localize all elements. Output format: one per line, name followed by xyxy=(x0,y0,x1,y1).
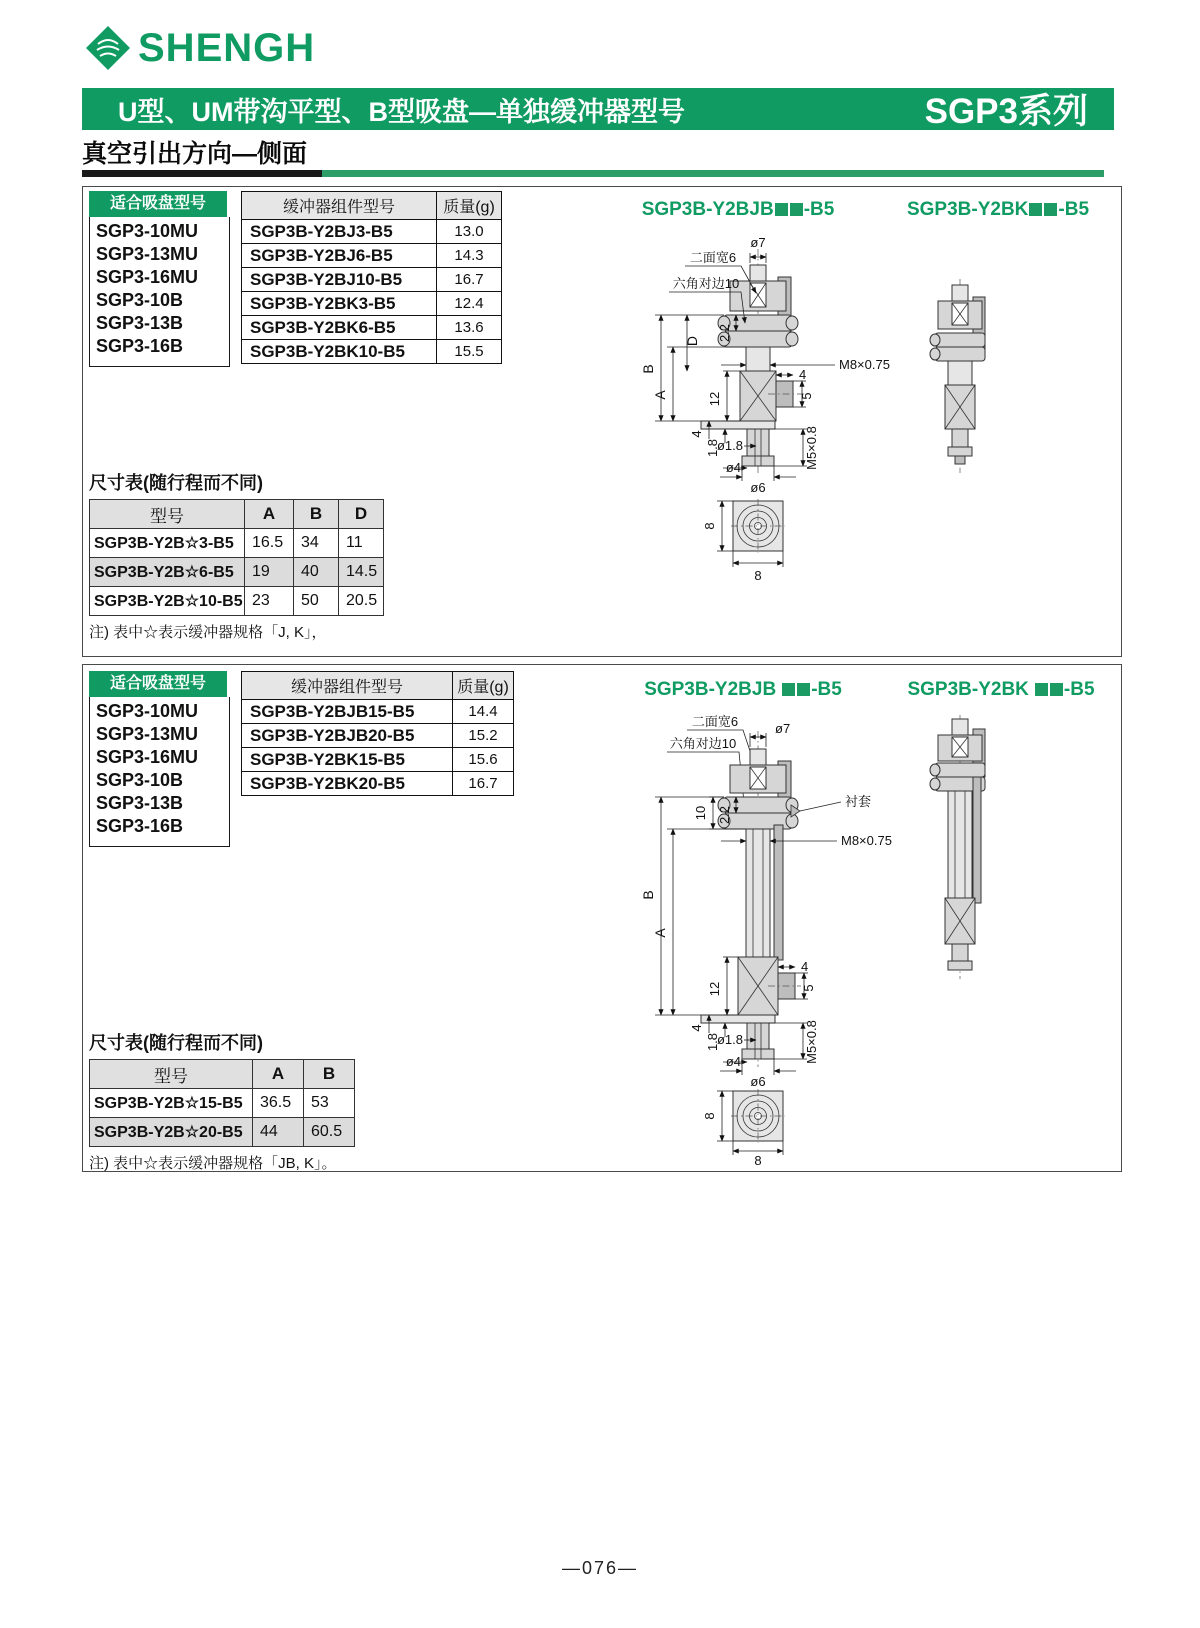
column-header-model: 型号 xyxy=(90,500,245,529)
dim-label-18: 1.8 xyxy=(705,438,720,458)
figure-label-right-1 xyxy=(883,199,1113,221)
dim-label-v4: 4 xyxy=(689,1024,704,1032)
suitable-models-list xyxy=(89,697,230,847)
dimension-4-stub xyxy=(778,959,808,974)
column-header-model: 缓冲器组件型号 xyxy=(242,672,453,700)
figure-model-prefix: SGP3B-Y2BJB xyxy=(641,199,774,220)
dim-label-A: A xyxy=(652,390,668,400)
table-row xyxy=(90,558,384,587)
table-note: 注) 表中☆表示缓冲器规格「JB, K」。 xyxy=(89,1155,337,1172)
model-cell: SGP3B-Y2BJ3-B5 xyxy=(242,220,437,244)
table-note: 注) 表中☆表示缓冲器规格「J, K」， xyxy=(89,624,327,641)
suitable-models-header: 适合吸盘型号 xyxy=(89,191,227,217)
model-cell: SGP3B-Y2BJB20-B5 xyxy=(242,724,453,748)
table-row xyxy=(242,268,502,292)
series-title: SGP3系列 xyxy=(924,92,1088,131)
dim-label-D: D xyxy=(684,335,700,347)
dim-label-2-2: 2.2 xyxy=(717,323,732,343)
value-B: 34 xyxy=(294,529,339,558)
dimension-dia7 xyxy=(750,235,766,263)
subheader-rule-black xyxy=(82,170,322,177)
dim-label-8v: 8 xyxy=(702,522,717,530)
value-D: 14.5 xyxy=(339,558,384,587)
dimension-table-1 xyxy=(89,499,384,616)
table-row xyxy=(242,700,514,724)
figure-model-suffix: -B5 xyxy=(803,199,835,220)
suitable-models-panel-2 xyxy=(89,671,230,847)
dim-label-4: 4 xyxy=(801,959,809,974)
dim-label-4: 4 xyxy=(799,367,807,382)
figure-model-suffix: -B5 xyxy=(811,679,842,700)
mass-cell: 15.2 xyxy=(453,724,514,748)
model-item: SGP3-16B xyxy=(96,816,184,836)
table-row xyxy=(242,316,502,340)
model-item: SGP3-13B xyxy=(96,793,184,813)
figure-model-prefix: SGP3B-Y2BJB xyxy=(644,679,777,700)
dim-label-12: 12 xyxy=(707,981,722,997)
dimension-table-2 xyxy=(89,1059,355,1147)
table-row xyxy=(90,1118,355,1147)
dim-label-8v: 8 xyxy=(702,1112,717,1120)
dim-label-m5: M5×0.8 xyxy=(804,426,819,470)
dimension-BA xyxy=(640,797,746,1015)
figure-model-suffix: -B5 xyxy=(1063,679,1095,700)
value-B: 53 xyxy=(304,1089,355,1118)
brand-logo xyxy=(84,24,315,72)
dim-label-B: B xyxy=(640,890,656,900)
model-item: SGP3-16MU xyxy=(96,267,199,287)
model-item: SGP3-13MU xyxy=(96,724,199,744)
buffer-body-side-view xyxy=(701,265,809,466)
dim-label-5: 5 xyxy=(801,984,816,992)
dimension-4-stub xyxy=(776,367,806,382)
buffer-body-side-view xyxy=(701,749,801,1059)
dimension-dia7 xyxy=(750,721,790,747)
size-placeholder-square xyxy=(1044,203,1057,216)
k-type-figure-1 xyxy=(915,277,1005,477)
model-item: SGP3-13B xyxy=(96,313,184,333)
model-cell: SGP3B-Y2BK20-B5 xyxy=(242,772,453,796)
mass-cell: 14.4 xyxy=(453,700,514,724)
size-placeholder-square xyxy=(1050,683,1063,696)
value-A: 16.5 xyxy=(245,529,294,558)
column-header-B: B xyxy=(294,500,339,529)
table-row xyxy=(242,244,502,268)
mass-cell: 15.6 xyxy=(453,748,514,772)
table-row xyxy=(242,748,514,772)
column-header-model: 型号 xyxy=(90,1060,253,1089)
dim-label-face-width: 二面宽6 xyxy=(691,714,739,729)
table-row xyxy=(90,529,384,558)
page-title: U型、UM带沟平型、B型吸盘—单独缓冲器型号 xyxy=(118,96,685,127)
column-header-mass: 质量(g) xyxy=(453,672,514,700)
dim-label-dia4: ø4 xyxy=(725,460,741,475)
technical-drawing-2 xyxy=(603,705,943,1167)
model-item: SGP3-13MU xyxy=(96,244,199,264)
buffer-unit-table-1 xyxy=(241,191,502,364)
size-placeholder-square xyxy=(1035,683,1048,696)
model-item: SGP3-10B xyxy=(96,290,184,310)
dim-label-m5: M5×0.8 xyxy=(804,1020,819,1064)
column-header-B: B xyxy=(304,1060,355,1089)
dim-label-hex-flats: 六角对边10 xyxy=(672,276,740,291)
table-row xyxy=(90,587,384,616)
size-placeholder-square xyxy=(790,203,803,216)
dim-label-B: B xyxy=(640,364,656,374)
page-number: —076— xyxy=(561,1558,639,1578)
value-B: 50 xyxy=(294,587,339,616)
dimension-12 xyxy=(707,957,738,1015)
table-row xyxy=(90,1089,355,1118)
dim-label-18: 1.8 xyxy=(705,1032,720,1052)
suitable-models-header: 适合吸盘型号 xyxy=(89,671,227,697)
value-A: 44 xyxy=(253,1118,304,1147)
brand-name: SHENGH xyxy=(138,25,316,70)
section-1 xyxy=(82,186,1122,657)
mass-cell: 14.3 xyxy=(437,244,502,268)
model-cell: SGP3B-Y2B☆6-B5 xyxy=(90,558,245,587)
model-item: SGP3-10B xyxy=(96,770,184,790)
technical-drawing-1 xyxy=(603,229,943,609)
table-row xyxy=(242,292,502,316)
dimension-table-title: 尺寸表(随行程而不同) xyxy=(89,1033,263,1053)
dim-label-face-width: 二面宽6 xyxy=(689,250,737,265)
dimension-5 xyxy=(793,381,814,407)
model-item: SGP3-10MU xyxy=(96,221,199,241)
dim-label-dia6: ø6 xyxy=(750,1074,766,1089)
figure-model-prefix: SGP3B-Y2BK xyxy=(906,199,1029,220)
model-cell: SGP3B-Y2B☆10-B5 xyxy=(90,587,245,616)
column-header-mass: 质量(g) xyxy=(437,192,502,220)
dimension-12 xyxy=(707,371,740,421)
model-cell: SGP3B-Y2B☆15-B5 xyxy=(90,1089,253,1118)
mass-cell: 12.4 xyxy=(437,292,502,316)
k-body-side-view xyxy=(930,279,985,473)
dim-label-dia7: ø7 xyxy=(775,721,791,736)
bottom-view xyxy=(702,1089,785,1167)
model-item: SGP3-16MU xyxy=(96,747,199,767)
leader-bushing xyxy=(791,794,871,817)
suitable-models-list xyxy=(89,217,230,367)
model-cell: SGP3B-Y2BJ10-B5 xyxy=(242,268,437,292)
model-item: SGP3-16B xyxy=(96,336,184,356)
model-cell: SGP3B-Y2BK6-B5 xyxy=(242,316,437,340)
subheader-rule-green xyxy=(322,170,1104,177)
size-placeholder-square xyxy=(775,203,788,216)
model-item: SGP3-10MU xyxy=(96,701,199,721)
size-placeholder-square xyxy=(797,683,810,696)
value-A: 19 xyxy=(245,558,294,587)
dim-label-bushing: 衬套 xyxy=(845,794,872,809)
value-D: 20.5 xyxy=(339,587,384,616)
size-placeholder-square xyxy=(782,683,795,696)
value-B: 60.5 xyxy=(304,1118,355,1147)
model-cell: SGP3B-Y2BJB15-B5 xyxy=(242,700,453,724)
size-placeholder-square xyxy=(1029,203,1042,216)
mass-cell: 16.7 xyxy=(437,268,502,292)
table-row xyxy=(242,772,514,796)
dim-label-2-2: 2.2 xyxy=(717,805,732,825)
dim-label-dia18: ø1.8 xyxy=(716,438,743,453)
dimension-table-block-1 xyxy=(89,469,384,642)
table-row xyxy=(242,340,502,364)
model-cell: SGP3B-Y2BJ6-B5 xyxy=(242,244,437,268)
column-header-A: A xyxy=(245,500,294,529)
shengh-logo-icon xyxy=(84,24,132,72)
model-cell: SGP3B-Y2BK3-B5 xyxy=(242,292,437,316)
dim-label-8h: 8 xyxy=(754,568,762,583)
column-header-A: A xyxy=(253,1060,304,1089)
value-A: 36.5 xyxy=(253,1089,304,1118)
mass-cell: 13.0 xyxy=(437,220,502,244)
dimension-table-title: 尺寸表(随行程而不同) xyxy=(89,473,263,493)
k-type-figure-2 xyxy=(915,713,1005,983)
model-cell: SGP3B-Y2BK15-B5 xyxy=(242,748,453,772)
column-header-model: 缓冲器组件型号 xyxy=(242,192,437,220)
dim-label-dia7: ø7 xyxy=(750,235,766,250)
table-row xyxy=(242,724,514,748)
suitable-models-panel-1 xyxy=(89,191,230,367)
page-title-bar xyxy=(82,88,1114,130)
figure-label-left-2 xyxy=(603,679,883,701)
value-D: 11 xyxy=(339,529,384,558)
dim-label-A: A xyxy=(652,928,668,938)
dim-label-v4: 4 xyxy=(689,430,704,438)
dim-label-dia4: ø4 xyxy=(725,1054,741,1069)
dim-label-10: 10 xyxy=(693,805,708,821)
model-cell: SGP3B-Y2B☆20-B5 xyxy=(90,1118,253,1147)
dim-label-dia18: ø1.8 xyxy=(716,1032,743,1047)
mass-cell: 16.7 xyxy=(453,772,514,796)
figure-label-left-1 xyxy=(603,199,873,221)
dim-label-8h: 8 xyxy=(754,1153,762,1167)
mass-cell: 15.5 xyxy=(437,340,502,364)
dimension-table-block-2 xyxy=(89,1029,355,1173)
dim-label-5: 5 xyxy=(799,392,814,400)
dim-label-dia6: ø6 xyxy=(750,480,766,495)
dim-label-m8: M8×0.75 xyxy=(839,357,890,372)
section-2 xyxy=(82,664,1122,1172)
model-cell: SGP3B-Y2B☆3-B5 xyxy=(90,529,245,558)
column-header-D: D xyxy=(339,500,384,529)
mass-cell: 13.6 xyxy=(437,316,502,340)
figure-model-suffix: -B5 xyxy=(1058,199,1090,220)
dim-label-m8: M8×0.75 xyxy=(841,833,892,848)
buffer-unit-table-2 xyxy=(241,671,514,796)
value-A: 23 xyxy=(245,587,294,616)
table-row xyxy=(242,220,502,244)
model-cell: SGP3B-Y2BK10-B5 xyxy=(242,340,437,364)
section-subheader: 真空引出方向—侧面 xyxy=(82,140,308,168)
k-body-side-view xyxy=(930,715,985,979)
value-B: 40 xyxy=(294,558,339,587)
figure-label-right-2 xyxy=(883,679,1119,701)
dim-label-12: 12 xyxy=(707,391,722,407)
figure-model-prefix: SGP3B-Y2BK xyxy=(907,679,1029,700)
dim-label-hex-flats: 六角对边10 xyxy=(669,736,737,751)
bottom-view xyxy=(702,499,785,583)
